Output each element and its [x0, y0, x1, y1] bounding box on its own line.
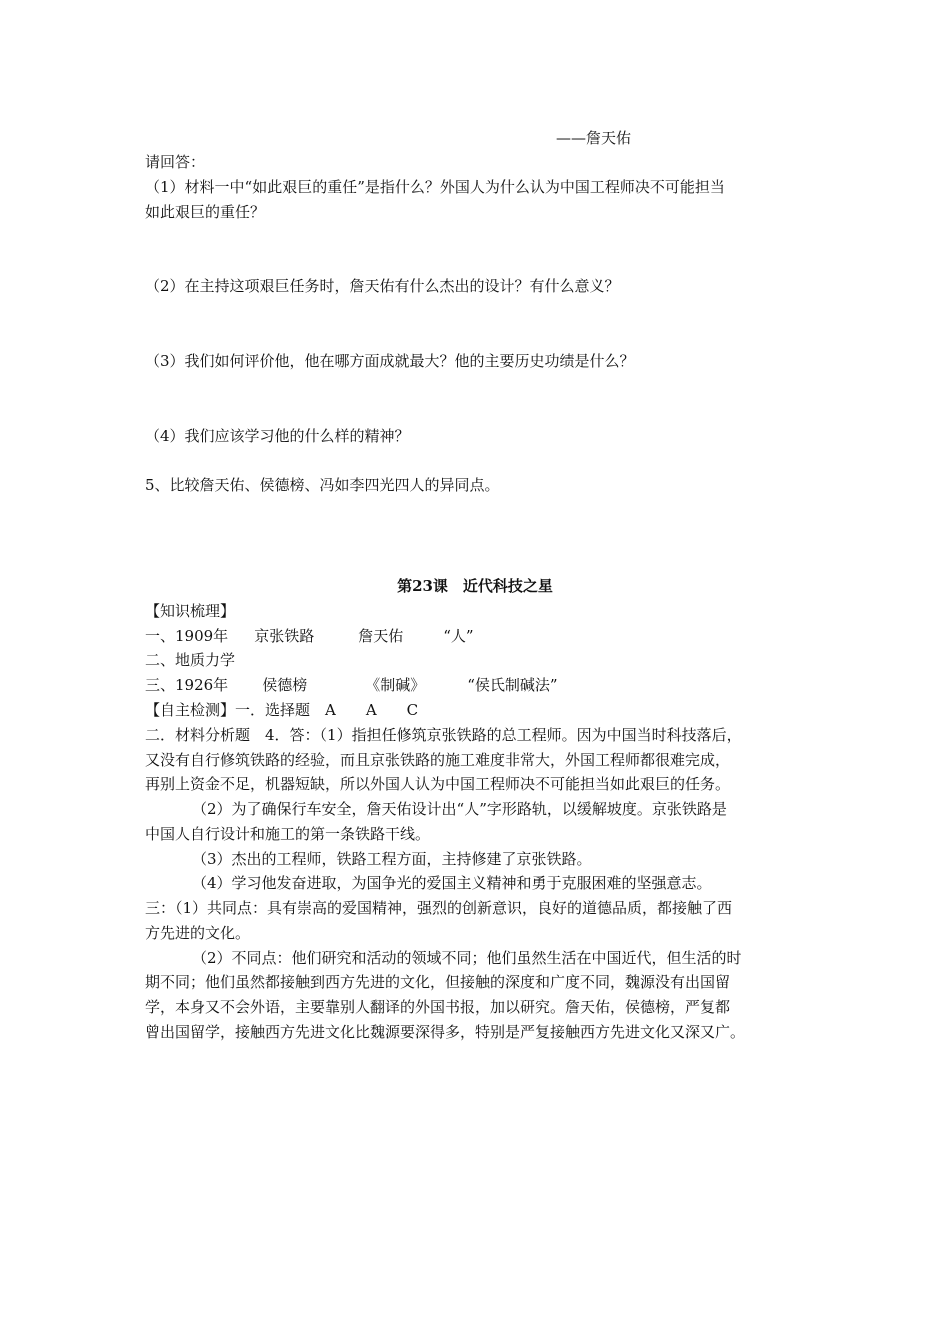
answer-2-line-2: 中国人自行设计和施工的第一条铁路干线。 — [145, 825, 431, 843]
knowledge-item-1 — [145, 625, 474, 647]
knowledge-item-1-a: 京张铁路 — [254, 627, 315, 645]
analysis-line-1: 二．材料分析题 4．答：（1）指担任修筑京张铁路的总工程师。因为中国当时科技落后， — [145, 726, 742, 744]
knowledge-item-1-label: 一、1909年 — [145, 627, 229, 645]
answer-2-line-1: （2）为了确保行车安全，詹天佑设计出“人”字形路轨，以缓解坡度。京张铁路是 — [192, 800, 727, 818]
question-3: （3）我们如何评价他，他在哪方面成就最大？他的主要历史功绩是什么？ — [145, 352, 635, 370]
knowledge-item-1-b: 詹天佑 — [358, 627, 404, 645]
knowledge-item-3-label: 三、1926年 — [145, 676, 229, 694]
knowledge-item-3-a: 侯德榜 — [262, 676, 308, 694]
knowledge-item-3 — [145, 674, 558, 696]
question-5: 5、比较詹天佑、侯德榜、冯如李四光四人的异同点。 — [145, 476, 500, 494]
knowledge-item-2: 二、地质力学 — [145, 651, 236, 669]
question-4: （4）我们应该学习他的什么样的精神？ — [145, 427, 410, 445]
answer-4: （4）学习他发奋进取，为国争光的爱国主义精神和勇于克服困难的坚强意志。 — [192, 874, 712, 892]
knowledge-item-3-b: 《制碱》 — [365, 676, 426, 694]
section-3b-line-4: 曾出国留学，接触西方先进文化比魏源要深得多，特别是严复接触西方先进文化又深又广。 — [145, 1023, 746, 1041]
knowledge-heading: 【知识梳理】 — [145, 602, 236, 620]
section-3-line-2: 方先进的文化。 — [145, 924, 251, 942]
section-3b-line-2: 期不同；他们虽然都接触到西方先进的文化，但接触的深度和广度不同，魏源没有出国留 — [145, 973, 731, 991]
question-1-line-1: （1）材料一中“如此艰巨的重任”是指什么？外国人为什么认为中国工程师决不可能担当 — [145, 178, 725, 196]
self-check-line: 【自主检测】一．选择题 A A C — [145, 701, 419, 719]
knowledge-item-1-c: “人” — [443, 627, 474, 645]
prompt-text: 请回答： — [145, 153, 206, 171]
section-3-line-1: 三：（1）共同点：具有崇高的爱国精神，强烈的创新意识，良好的道德品质，都接触了西 — [145, 899, 733, 917]
section-3b-line-3: 学，本身又不会外语，主要靠别人翻译的外国书报，加以研究。詹天佑，侯德榜，严复都 — [145, 998, 731, 1016]
lesson-title: 第23课 近代科技之星 — [397, 577, 553, 595]
answer-3: （3）杰出的工程师，铁路工程方面，主持修建了京张铁路。 — [192, 850, 592, 868]
question-2: （2）在主持这项艰巨任务时，詹天佑有什么杰出的设计？有什么意义？ — [145, 277, 620, 295]
quote-attribution: ——詹天佑 — [556, 129, 632, 147]
analysis-line-3: 再别上资金不足，机器短缺，所以外国人认为中国工程师决不可能担当如此艰巨的任务。 — [145, 775, 731, 793]
analysis-line-2: 又没有自行修筑铁路的经验，而且京张铁路的施工难度非常大，外国工程师都很难完成， — [145, 751, 731, 769]
question-1-line-2: 如此艰巨的重任？ — [145, 203, 266, 221]
knowledge-item-3-c: “侯氏制碱法” — [467, 676, 558, 694]
section-3b-line-1: （2）不同点：他们研究和活动的领域不同；他们虽然生活在中国近代，但生活的时 — [192, 949, 742, 967]
